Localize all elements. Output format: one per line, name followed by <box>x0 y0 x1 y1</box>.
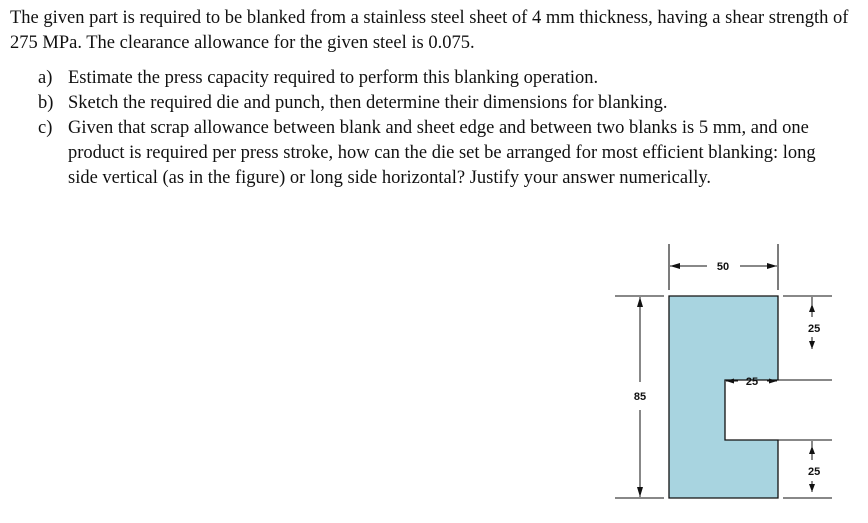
dimension-label-slot-depth: 25 <box>745 376 759 388</box>
blank-part-shape <box>669 296 778 498</box>
height-dimension <box>634 297 646 497</box>
problem-statement: The given part is required to be blanked from a stainless steel sheet of 4 mm thickness, having a shear strength of 275 MPa. The clearance allowance for the given steel is 0.075. <box>10 8 849 53</box>
question-text: Sketch the required die and punch, then determine their dimensions for blanking. <box>68 93 668 113</box>
question-marker: b) <box>38 93 54 113</box>
top-leg-dimension <box>808 297 820 349</box>
question-marker: a) <box>38 68 53 88</box>
question-item <box>38 91 838 116</box>
dimension-label-top-leg: 25 <box>808 323 821 335</box>
part-drawing <box>600 230 840 515</box>
question-item <box>38 66 838 91</box>
question-text: Estimate the press capacity required to perform this blanking operation. <box>68 68 599 88</box>
dimension-label-height: 85 <box>633 391 647 403</box>
dimension-label-bottom-leg: 25 <box>808 466 821 478</box>
bottom-leg-dimension <box>808 441 820 492</box>
question-item <box>38 116 838 191</box>
width-dimension <box>670 261 777 273</box>
question-marker: c) <box>38 118 53 138</box>
dimension-label-width: 50 <box>716 261 730 273</box>
question-text: Given that scrap allowance between blank and sheet edge and between two blanks is 5 mm, and one product is required per press stroke, how can the die set be arranged for most efficient blanking: long side vertical (as in the figure) or long side horizontal? Justify your answer numerically. <box>68 118 816 188</box>
question-list <box>38 66 838 191</box>
